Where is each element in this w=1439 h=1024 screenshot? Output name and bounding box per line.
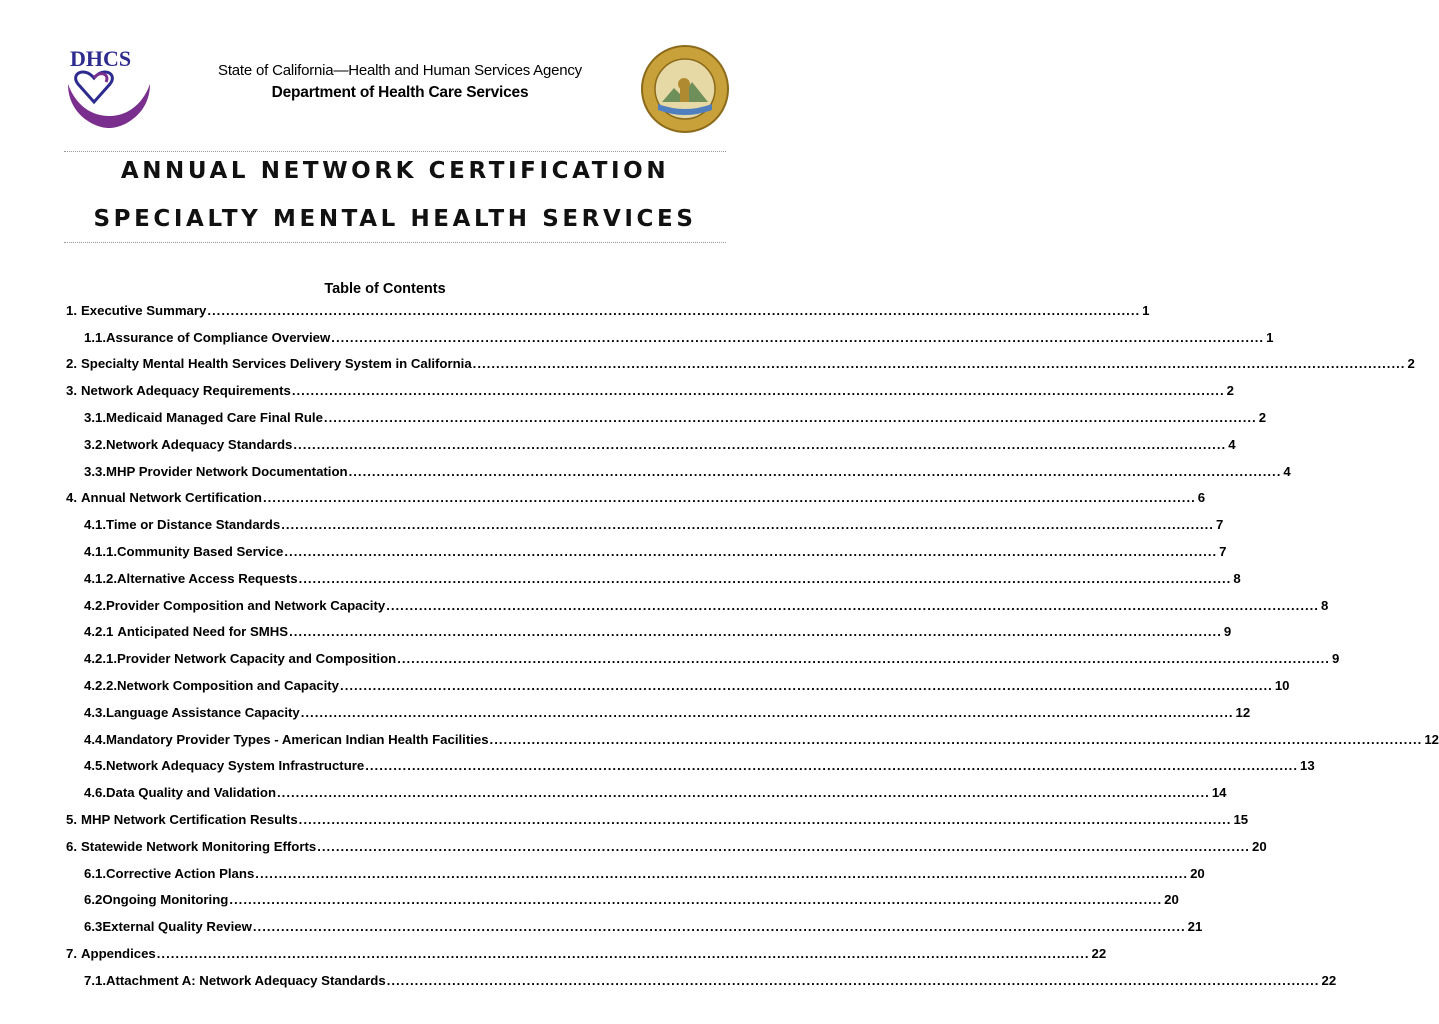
toc-entry-page: 8: [1320, 597, 1329, 613]
toc-entry-title: Corrective Action Plans: [106, 865, 255, 881]
toc-entry[interactable]: [66, 485, 1206, 512]
toc-leader-dots: ........................................................................................................................................................................................................: [472, 356, 1406, 372]
toc-entry-page: 12: [1424, 731, 1439, 747]
toc-entry-title: Mandatory Provider Types - American Indian Health Facilities: [106, 731, 489, 747]
toc-entry-number: 4.4.: [84, 731, 106, 747]
toc-entry-title: Alternative Access Requests: [117, 570, 298, 586]
toc-entry[interactable]: [66, 860, 1205, 887]
toc-entry-title: Provider Composition and Network Capacity: [106, 597, 386, 613]
toc-entry-page: 13: [1300, 758, 1315, 774]
toc-entry-page: 22: [1091, 946, 1107, 962]
toc-entry-title: Ongoing Monitoring: [102, 892, 229, 908]
toc-entry[interactable]: [66, 913, 1203, 940]
toc-entry-number: 4.2.1.: [84, 651, 117, 667]
toc-entry-title: Medicaid Managed Care Final Rule: [106, 410, 323, 426]
toc-entry-number: 1.: [66, 302, 77, 318]
toc-entry[interactable]: [66, 377, 1234, 404]
toc-leader-dots: ........................................................................................................................................................................................................: [397, 651, 1330, 667]
toc-entry[interactable]: [66, 458, 1291, 485]
toc-entry[interactable]: [66, 699, 1251, 726]
toc-entry-title: Anticipated Need for SMHS: [117, 624, 289, 640]
toc-entry-number: 4.5.: [84, 758, 106, 774]
toc-entry-number: 3.1.: [84, 410, 106, 426]
toc-entry-page: 20: [1251, 838, 1267, 854]
toc-entry[interactable]: [66, 672, 1290, 699]
toc-entry-page: 15: [1233, 812, 1249, 828]
toc-entry-page: 12: [1235, 704, 1251, 720]
toc-leader-dots: ........................................................................................................................................................................................................: [291, 383, 1225, 399]
toc-entry-number: 4.2.: [84, 597, 106, 613]
toc-leader-dots: ........................................................................................................................................................................................................: [255, 865, 1189, 881]
toc-entry[interactable]: [66, 565, 1241, 592]
toc-entry-title: Network Composition and Capacity: [117, 678, 340, 694]
toc-entry-title: Time or Distance Standards: [106, 517, 281, 533]
document-title-line-1: ANNUAL NETWORK CERTIFICATION: [120, 158, 670, 184]
toc-leader-dots: ........................................................................................................................................................................................................: [340, 678, 1273, 694]
toc-entry[interactable]: [66, 833, 1267, 860]
toc-leader-dots: ........................................................................................................................................................................................................: [300, 704, 1234, 720]
toc-leader-dots: ........................................................................................................................................................................................................: [156, 946, 1090, 962]
toc-entry-number: 3.2.: [84, 436, 106, 452]
toc-entry-title: Data Quality and Validation: [106, 785, 277, 801]
toc-entry-number: 6.3: [84, 919, 103, 935]
toc-entry[interactable]: [66, 940, 1107, 967]
table-of-contents: [66, 297, 1439, 994]
toc-entry-title: External Quality Review: [102, 919, 252, 935]
toc-entry[interactable]: [66, 726, 1439, 753]
toc-entry-page: 4: [1283, 463, 1291, 479]
top-divider: [64, 151, 726, 152]
toc-entry[interactable]: [66, 324, 1274, 351]
department-name: Department of Health Care Services: [271, 84, 529, 101]
toc-entry[interactable]: [66, 538, 1227, 565]
toc-leader-dots: ........................................................................................................................................................................................................: [489, 731, 1423, 747]
toc-leader-dots: ........................................................................................................................................................................................................: [207, 302, 1141, 318]
toc-entry-number: 1.1.: [84, 329, 106, 345]
toc-entry-page: 9: [1223, 624, 1232, 640]
toc-entry-number: 7.1.: [84, 972, 106, 988]
toc-entry[interactable]: [66, 351, 1415, 378]
toc-entry-title: Language Assistance Capacity: [106, 704, 300, 720]
toc-entry-page: 10: [1274, 678, 1290, 694]
toc-entry[interactable]: [66, 887, 1179, 914]
toc-entry-number: 6.1.: [84, 865, 106, 881]
toc-entry-title: Provider Network Capacity and Composition: [117, 651, 397, 667]
toc-entry-number: 7.: [66, 946, 77, 962]
toc-entry-page: 20: [1190, 865, 1205, 881]
toc-entry-page: 1: [1142, 302, 1150, 318]
california-seal-icon: [640, 44, 730, 134]
toc-leader-dots: ........................................................................................................................................................................................................: [284, 544, 1218, 560]
toc-entry-page: 7: [1215, 517, 1224, 533]
toc-entry-title: Executive Summary: [81, 302, 207, 318]
toc-entry[interactable]: [66, 967, 1337, 994]
toc-entry-number: 4.2.1: [84, 624, 114, 640]
toc-entry-number: 4.6.: [84, 785, 106, 801]
toc-entry-title: Appendices: [81, 946, 156, 962]
toc-entry-page: 8: [1233, 570, 1241, 586]
toc-entry[interactable]: [66, 619, 1232, 646]
toc-entry-page: 2: [1407, 356, 1415, 372]
toc-entry-page: 20: [1164, 892, 1179, 908]
toc-entry-number: 4.1.2.: [84, 570, 117, 586]
agency-name: State of California—Health and Human Services Agency: [218, 62, 582, 79]
toc-entry-page: 9: [1331, 651, 1340, 667]
toc-entry[interactable]: [66, 431, 1236, 458]
toc-entry-page: 7: [1219, 544, 1227, 560]
document-title-line-2: SPECIALTY MENTAL HEALTH SERVICES: [93, 206, 697, 232]
toc-entry-title: Statewide Network Monitoring Efforts: [81, 838, 317, 854]
toc-leader-dots: ........................................................................................................................................................................................................: [281, 517, 1214, 533]
toc-entry-number: 4.1.1.: [84, 544, 117, 560]
toc-entry-title: Specialty Mental Health Services Delivery System in California: [81, 356, 472, 372]
toc-entry-title: MHP Network Certification Results: [81, 812, 298, 828]
toc-entry[interactable]: [66, 779, 1227, 806]
bottom-divider: [64, 242, 726, 243]
toc-entry[interactable]: [66, 592, 1329, 619]
dhcs-logo: [64, 44, 154, 130]
toc-leader-dots: ........................................................................................................................................................................................................: [252, 919, 1186, 935]
document-header: [0, 40, 770, 140]
toc-leader-dots: ........................................................................................................................................................................................................: [298, 812, 1232, 828]
toc-entry-number: 5.: [66, 812, 77, 828]
toc-leader-dots: ........................................................................................................................................................................................................: [323, 410, 1257, 426]
toc-leader-dots: ........................................................................................................................................................................................................: [331, 329, 1265, 345]
toc-entry-page: 14: [1211, 785, 1227, 801]
toc-entry-page: 22: [1321, 972, 1337, 988]
toc-entry-page: 21: [1187, 919, 1203, 935]
toc-leader-dots: ........................................................................................................................................................................................................: [348, 463, 1282, 479]
toc-leader-dots: ........................................................................................................................................................................................................: [298, 570, 1232, 586]
toc-entry-title: Assurance of Compliance Overview: [106, 329, 331, 345]
toc-leader-dots: ........................................................................................................................................................................................................: [386, 597, 1319, 613]
toc-leader-dots: ........................................................................................................................................................................................................: [262, 490, 1196, 506]
toc-leader-dots: ........................................................................................................................................................................................................: [317, 838, 1250, 854]
toc-leader-dots: ........................................................................................................................................................................................................: [386, 972, 1320, 988]
toc-entry[interactable]: [66, 753, 1315, 780]
toc-entry-number: 4.1.: [84, 517, 106, 533]
toc-entry-title: Attachment A: Network Adequacy Standards: [106, 972, 386, 988]
toc-entry-number: 6.2: [84, 892, 103, 908]
toc-entry-title: Annual Network Certification: [81, 490, 262, 506]
toc-entry-number: 4.2.2.: [84, 678, 117, 694]
toc-entry[interactable]: [66, 511, 1224, 538]
toc-entry-number: 6.: [66, 838, 77, 854]
toc-entry-page: 6: [1197, 490, 1206, 506]
toc-heading: Table of Contents: [324, 281, 446, 297]
toc-entry-page: 4: [1228, 436, 1236, 452]
toc-entry-number: 4.3.: [84, 704, 106, 720]
toc-entry-title: Network Adequacy System Infrastructure: [106, 758, 365, 774]
toc-leader-dots: ........................................................................................................................................................................................................: [289, 624, 1222, 640]
toc-entry-title: Community Based Service: [117, 544, 284, 560]
toc-entry-title: Network Adequacy Standards: [106, 436, 293, 452]
toc-leader-dots: ........................................................................................................................................................................................................: [365, 758, 1299, 774]
toc-entry-number: 2.: [66, 356, 77, 372]
toc-leader-dots: ........................................................................................................................................................................................................: [293, 436, 1227, 452]
toc-entry-page: 2: [1226, 383, 1234, 399]
toc-entry[interactable]: [66, 806, 1249, 833]
toc-leader-dots: ........................................................................................................................................................................................................: [229, 892, 1163, 908]
toc-entry-title: MHP Provider Network Documentation: [106, 463, 348, 479]
toc-entry-page: 1: [1266, 329, 1274, 345]
toc-entry-number: 3.: [66, 383, 77, 399]
svg-text:DHCS: DHCS: [70, 46, 132, 71]
toc-entry-title: Network Adequacy Requirements: [81, 383, 291, 399]
toc-entry-page: 2: [1258, 410, 1267, 426]
toc-entry[interactable]: [66, 645, 1340, 672]
toc-entry-number: 3.3.: [84, 463, 106, 479]
toc-entry-number: 4.: [66, 490, 77, 506]
toc-entry[interactable]: [66, 297, 1150, 324]
toc-entry[interactable]: [66, 404, 1267, 431]
toc-leader-dots: ........................................................................................................................................................................................................: [277, 785, 1210, 801]
